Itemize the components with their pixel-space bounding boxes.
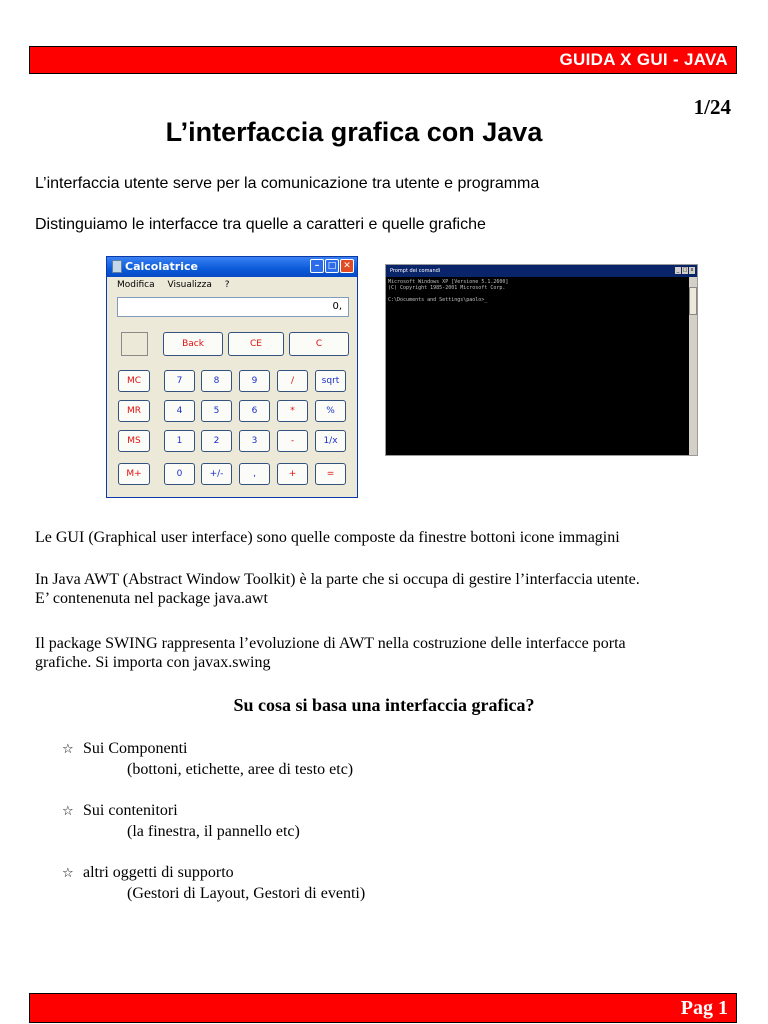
menu-help[interactable]: ? — [224, 280, 230, 290]
page-label: Pag 1 — [680, 997, 728, 1019]
paragraph-awt-2: E’ contenenuta nel package java.awt — [35, 590, 268, 607]
calculator-window — [106, 256, 358, 498]
key-5[interactable]: 5 — [201, 400, 232, 422]
star-icon: ☆ — [62, 804, 74, 819]
intro-text-1: L’interfaccia utente serve per la comunicazione tra utente e programma — [35, 175, 540, 192]
list-item-label: altri oggetti di supporto — [83, 864, 234, 881]
menu-visualizza[interactable]: Visualizza — [167, 280, 212, 290]
page-count: 1/24 — [693, 95, 731, 119]
console-scrollbar[interactable] — [689, 277, 697, 455]
close-icon[interactable]: x — [690, 267, 694, 273]
command-prompt-title: Prompt dei comandi — [390, 268, 441, 274]
key-reciprocal[interactable]: 1/x — [315, 430, 346, 452]
key-1[interactable]: 1 — [164, 430, 195, 452]
list-item — [62, 739, 353, 780]
key-percent[interactable]: % — [315, 400, 346, 422]
key-sqrt[interactable]: sqrt — [315, 370, 346, 392]
ms-button[interactable]: MS — [118, 430, 150, 452]
list-item-detail: (bottoni, etichette, aree di testo etc) — [127, 761, 354, 778]
star-icon: ☆ — [62, 866, 74, 881]
paragraph-awt-1: In Java AWT (Abstract Window Toolkit) è la parte che si occupa di gestire l’interfaccia utente. — [35, 571, 640, 588]
scrollbar-thumb[interactable] — [689, 287, 697, 315]
key-3[interactable]: 3 — [239, 430, 270, 452]
section-heading: Su cosa si basa una interfaccia grafica? — [233, 695, 535, 715]
key-decimal[interactable]: , — [239, 463, 270, 485]
key-4[interactable]: 4 — [164, 400, 195, 422]
calculator-menubar — [107, 277, 357, 293]
console-output — [388, 279, 687, 303]
mplus-button[interactable]: M+ — [118, 463, 150, 485]
list-item-detail: (Gestori di Layout, Gestori di eventi) — [127, 885, 366, 902]
calculator-display: 0, — [117, 297, 349, 317]
header-banner — [29, 46, 737, 74]
maximize-icon[interactable]: □ — [682, 267, 688, 273]
page-title: L’interfaccia grafica con Java — [165, 117, 543, 147]
mr-button[interactable]: MR — [118, 400, 150, 422]
console-line: (C) Copyright 1985-2001 Microsoft Corp. — [388, 285, 506, 291]
back-button[interactable]: Back — [163, 332, 223, 356]
memory-indicator — [121, 332, 148, 356]
calculator-titlebar — [107, 257, 357, 277]
footer-banner — [29, 993, 737, 1023]
console-line: C:\Documents and Settings\paolo>_ — [388, 297, 488, 303]
calculator-title: Calcolatrice — [125, 260, 198, 273]
list-item — [62, 863, 365, 904]
header-title: GUIDA X GUI - JAVA — [559, 50, 728, 69]
intro-text-2: Distinguiamo le interfacce tra quelle a caratteri e quelle grafiche — [35, 216, 486, 233]
close-icon[interactable]: ✕ — [340, 259, 354, 273]
list-item-detail: (la finestra, il pannello etc) — [127, 823, 300, 840]
key-6[interactable]: 6 — [239, 400, 270, 422]
c-button[interactable]: C — [289, 332, 349, 356]
key-7[interactable]: 7 — [164, 370, 195, 392]
key-equals[interactable]: = — [315, 463, 346, 485]
paragraph-swing-2: grafiche. Si importa con javax.swing — [35, 654, 271, 671]
key-add[interactable]: + — [277, 463, 308, 485]
paragraph-swing-1: Il package SWING rappresenta l’evoluzione di AWT nella costruzione delle interfacce porta — [35, 635, 626, 652]
key-subtract[interactable]: - — [277, 430, 308, 452]
maximize-icon[interactable]: □ — [325, 259, 339, 273]
key-0[interactable]: 0 — [164, 463, 195, 485]
key-divide[interactable]: / — [277, 370, 308, 392]
key-multiply[interactable]: * — [277, 400, 308, 422]
key-9[interactable]: 9 — [239, 370, 270, 392]
paragraph-gui: Le GUI (Graphical user interface) sono quelle composte da finestre bottoni icone immagini — [35, 529, 620, 546]
console-line: Microsoft Windows XP [Versione 5.1.2600] — [388, 279, 509, 285]
list-item-label: Sui Componenti — [83, 740, 188, 757]
command-prompt-titlebar — [386, 265, 697, 277]
star-icon: ☆ — [62, 742, 74, 757]
key-8[interactable]: 8 — [201, 370, 232, 392]
calculator-icon — [112, 260, 122, 273]
command-prompt-window — [385, 264, 698, 456]
mc-button[interactable]: MC — [118, 370, 150, 392]
key-plus-minus[interactable]: +/- — [201, 463, 232, 485]
minimize-icon[interactable]: _ — [676, 267, 680, 273]
list-item-label: Sui contenitori — [83, 802, 178, 819]
ce-button[interactable]: CE — [228, 332, 284, 356]
list-item — [62, 801, 300, 842]
minimize-icon[interactable]: – — [310, 259, 324, 273]
key-2[interactable]: 2 — [201, 430, 232, 452]
menu-modifica[interactable]: Modifica — [117, 280, 155, 290]
